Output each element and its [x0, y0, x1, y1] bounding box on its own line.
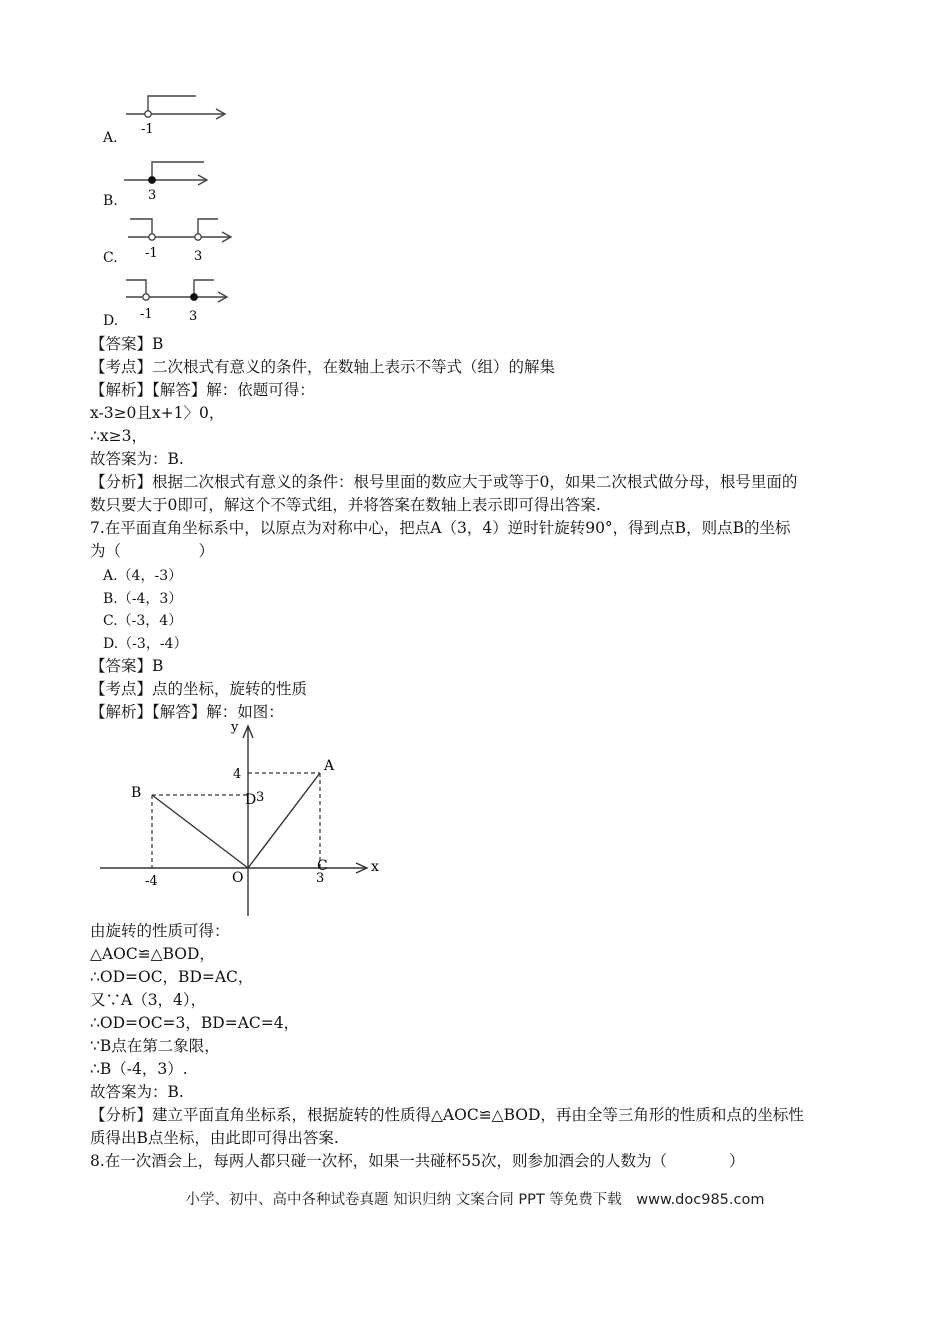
option-a-label-neg1: -1: [141, 122, 154, 137]
option-a-letter: A.: [103, 130, 118, 146]
graph-y-label: y: [231, 720, 239, 735]
option-b-letter: B.: [103, 193, 118, 209]
q7-coordinate-graph: [95, 718, 395, 920]
option-c-letter: C.: [103, 250, 118, 266]
q6-step2: ∴x≥3，: [90, 427, 147, 445]
q6-conclusion: 故答案为：B.: [90, 450, 184, 468]
graph-point-a: A: [324, 758, 335, 774]
q7-analysis-line2: 质得出B点坐标，由此即可得出答案.: [90, 1129, 339, 1147]
q7-option-d: D.（-3，-4）: [103, 636, 188, 652]
graph-tick-3-x: 3: [316, 871, 325, 886]
q8-stem: 8.在一次酒会上，每两人都只碰一次杯，如果一共碰杯55次，则参加酒会的人数为（ ）: [90, 1152, 745, 1170]
option-a-number-line: [120, 90, 240, 140]
q7-stem-line1: 7.在平面直角坐标系中，以原点为对称中心，把点A（3，4）逆时针旋转90°，得到点B，则点B的坐标: [90, 519, 791, 537]
q7-analysis-line1: 【分析】建立平面直角坐标系，根据旋转的性质得△AOC≌△BOD，再由全等三角形的性质和点的坐标性: [90, 1106, 804, 1124]
q7-step: △AOC≌△BOD，: [90, 945, 215, 963]
q7-step: 由旋转的性质可得：: [90, 922, 230, 940]
graph-origin-label: O: [232, 870, 244, 886]
q7-step: ∴OD=OC，BD=AC，: [90, 968, 254, 986]
option-b-number-line: [120, 155, 240, 205]
graph-point-d: D: [245, 792, 257, 808]
graph-x-label: x: [371, 859, 379, 875]
q7-stem-line2: 为（ ）: [90, 542, 215, 560]
q7-topic: 【考点】点的坐标，旋转的性质: [90, 680, 308, 698]
q7-step: ∴B（-4，3）.: [90, 1060, 188, 1078]
graph-point-c: C: [317, 858, 328, 874]
q6-analysis-line2: 数只要大于0即可，解这个不等式组，并将答案在数轴上表示即可得出答案.: [90, 496, 601, 514]
q7-answer: 【答案】B: [90, 657, 164, 675]
graph-tick-neg4-x: -4: [145, 874, 158, 889]
q6-answer: 【答案】B: [90, 335, 164, 353]
option-c-label-neg1: -1: [145, 246, 158, 261]
q6-solution-head: 【解析】【解答】解：依题可得：: [90, 381, 315, 399]
graph-tick-4-y: 4: [233, 767, 242, 782]
option-d-number-line: [120, 272, 250, 327]
q7-step: 故答案为：B.: [90, 1083, 184, 1101]
option-b-label-3: 3: [148, 188, 157, 203]
q7-option-c: C.（-3，4）: [103, 613, 183, 629]
q7-solution-head: 【解析】【解答】解：如图：: [90, 703, 284, 721]
option-d-label-neg1: -1: [140, 307, 153, 322]
q6-topic: 【考点】二次根式有意义的条件，在数轴上表示不等式（组）的解集: [90, 358, 556, 376]
option-c-number-line: [120, 210, 250, 265]
q6-step1: x-3≥0且x+1〉0，: [90, 404, 225, 422]
graph-point-b: B: [131, 785, 142, 801]
option-c-label-3: 3: [194, 249, 203, 264]
option-d-letter: D.: [103, 313, 119, 329]
q6-analysis-line1: 【分析】根据二次根式有意义的条件：根号里面的数应大于或等于0，如果二次根式做分母，根号里面的: [90, 473, 798, 491]
q7-option-b: B.（-4，3）: [103, 591, 183, 607]
q7-option-a: A.（4，-3）: [103, 568, 183, 584]
q7-step: 又∵A（3，4），: [90, 991, 207, 1009]
q7-step: ∵B点在第二象限，: [90, 1037, 220, 1055]
page-footer: 小学、初中、高中各种试卷真题 知识归纳 文案合同 PPT 等免费下载 www.doc985.com: [185, 1192, 765, 1208]
option-d-label-3: 3: [189, 309, 198, 324]
q7-step: ∴OD=OC=3，BD=AC=4，: [90, 1014, 300, 1032]
graph-tick-3-y: 3: [256, 790, 265, 805]
